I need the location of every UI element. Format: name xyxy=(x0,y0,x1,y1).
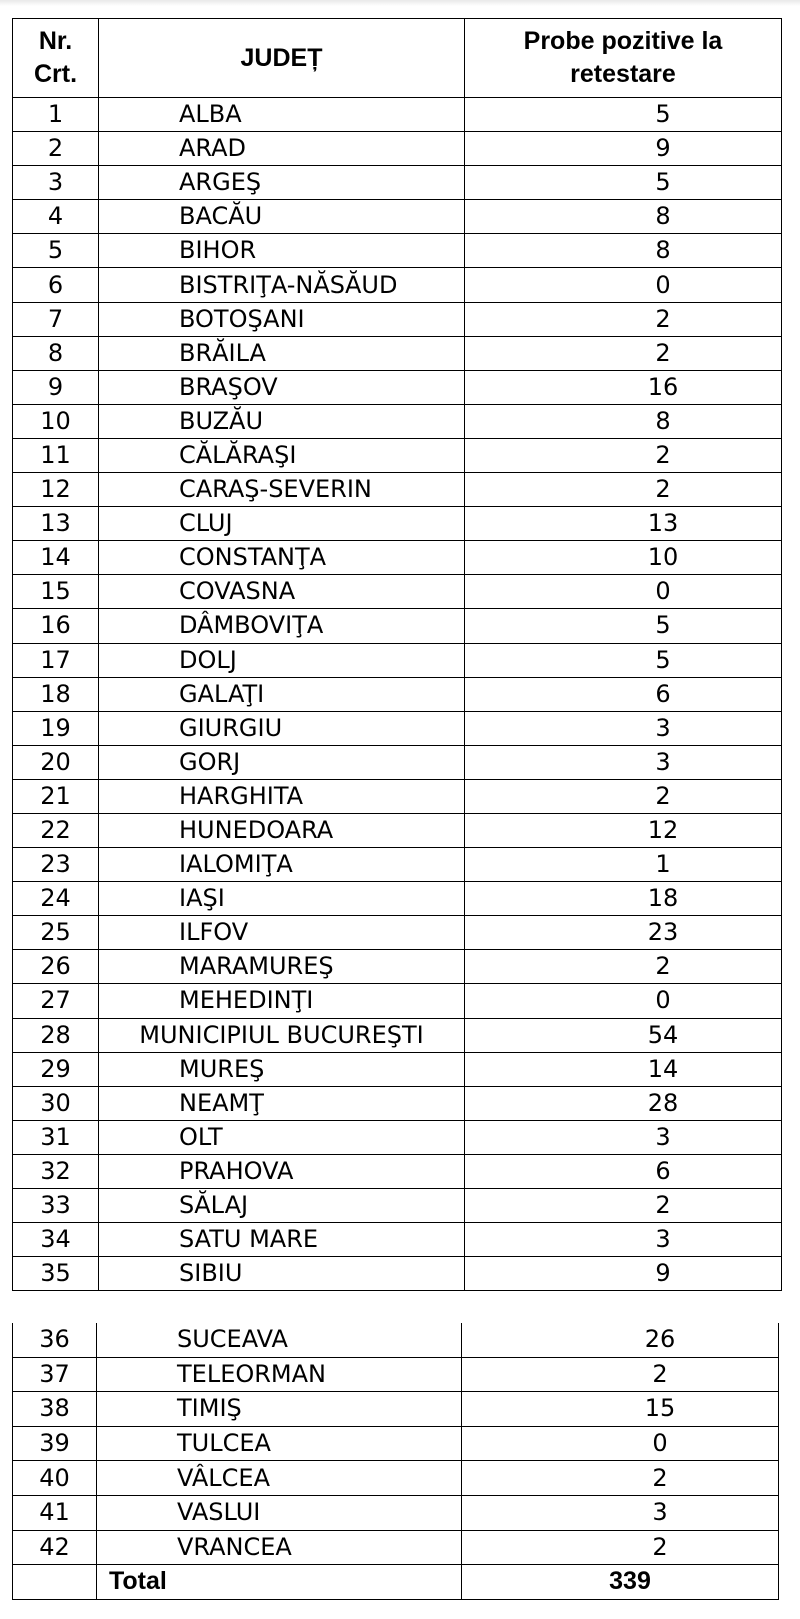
header-nr: Nr. xyxy=(38,27,73,55)
row-judet: NEAMŢ xyxy=(99,1086,465,1120)
table-row xyxy=(13,916,782,950)
row-judet: IAŞI xyxy=(99,882,465,916)
row-nr: 41 xyxy=(13,1495,97,1530)
total-nr-cell xyxy=(13,1565,97,1600)
row-judet: DÂMBOVIŢA xyxy=(99,609,465,643)
row-value: 10 xyxy=(465,541,782,575)
table-row xyxy=(13,711,782,745)
row-judet: COVASNA xyxy=(99,575,465,609)
row-judet: TIMIŞ xyxy=(97,1392,462,1427)
row-nr: 10 xyxy=(13,404,99,438)
table-row xyxy=(13,609,782,643)
row-nr: 1 xyxy=(13,98,99,132)
row-value: 2 xyxy=(465,473,782,507)
table-row xyxy=(13,1495,779,1530)
row-value: 8 xyxy=(465,234,782,268)
table-row xyxy=(13,1189,782,1223)
row-value: 3 xyxy=(465,1120,782,1154)
row-judet: TELEORMAN xyxy=(97,1357,462,1392)
row-nr: 25 xyxy=(13,916,99,950)
row-judet: GALAŢI xyxy=(99,677,465,711)
table-row xyxy=(13,1257,782,1291)
row-nr: 42 xyxy=(13,1530,97,1565)
table-row xyxy=(13,1018,782,1052)
row-value: 54 xyxy=(465,1018,782,1052)
row-judet: VRANCEA xyxy=(97,1530,462,1565)
row-nr: 15 xyxy=(13,575,99,609)
table-row xyxy=(13,1426,779,1461)
row-nr: 4 xyxy=(13,200,99,234)
table-row xyxy=(13,473,782,507)
row-nr: 38 xyxy=(13,1392,97,1427)
row-value: 2 xyxy=(465,302,782,336)
table-row xyxy=(13,745,782,779)
row-nr: 5 xyxy=(13,234,99,268)
table-row xyxy=(13,1120,782,1154)
row-value: 15 xyxy=(462,1392,779,1427)
row-judet: PRAHOVA xyxy=(99,1154,465,1188)
row-value: 2 xyxy=(462,1461,779,1496)
row-nr: 3 xyxy=(13,166,99,200)
row-nr: 21 xyxy=(13,779,99,813)
table-row xyxy=(13,404,782,438)
table-row xyxy=(13,200,782,234)
row-value: 5 xyxy=(465,643,782,677)
row-nr: 19 xyxy=(13,711,99,745)
row-judet: BRAŞOV xyxy=(99,370,465,404)
row-judet: ARGEŞ xyxy=(99,166,465,200)
row-nr: 26 xyxy=(13,950,99,984)
table-row xyxy=(13,779,782,813)
row-nr: 30 xyxy=(13,1086,99,1120)
row-value: 3 xyxy=(465,745,782,779)
table-row xyxy=(13,541,782,575)
row-value: 3 xyxy=(465,1223,782,1257)
row-value: 5 xyxy=(465,98,782,132)
row-value: 14 xyxy=(465,1052,782,1086)
table-row xyxy=(13,1052,782,1086)
total-value: 339 xyxy=(462,1565,779,1600)
row-nr: 34 xyxy=(13,1223,99,1257)
table-row xyxy=(13,268,782,302)
row-nr: 39 xyxy=(13,1426,97,1461)
row-judet: DOLJ xyxy=(99,643,465,677)
row-value: 2 xyxy=(465,779,782,813)
row-nr: 16 xyxy=(13,609,99,643)
row-nr: 2 xyxy=(13,132,99,166)
table-row xyxy=(13,950,782,984)
row-judet: BACĂU xyxy=(99,200,465,234)
table-row xyxy=(13,1461,779,1496)
row-judet: MEHEDINŢI xyxy=(99,984,465,1018)
row-judet: ARAD xyxy=(99,132,465,166)
row-nr: 35 xyxy=(13,1257,99,1291)
row-judet: HUNEDOARA xyxy=(99,813,465,847)
row-judet: HARGHITA xyxy=(99,779,465,813)
table-row xyxy=(13,336,782,370)
table-row xyxy=(13,1392,779,1427)
row-value: 0 xyxy=(465,268,782,302)
row-value: 2 xyxy=(462,1530,779,1565)
row-nr: 24 xyxy=(13,882,99,916)
row-nr: 22 xyxy=(13,813,99,847)
table-row xyxy=(13,1357,779,1392)
row-nr: 40 xyxy=(13,1461,97,1496)
county-table-part2 xyxy=(12,1323,779,1600)
row-value: 0 xyxy=(462,1426,779,1461)
row-judet: CĂLĂRAŞI xyxy=(99,438,465,472)
row-judet: GIURGIU xyxy=(99,711,465,745)
row-nr: 7 xyxy=(13,302,99,336)
row-nr: 37 xyxy=(13,1357,97,1392)
row-value: 16 xyxy=(465,370,782,404)
row-value: 2 xyxy=(465,950,782,984)
row-judet: BIHOR xyxy=(99,234,465,268)
row-value: 3 xyxy=(465,711,782,745)
row-judet: ILFOV xyxy=(99,916,465,950)
header-probe-line1: Probe pozitive la xyxy=(523,27,723,55)
row-judet: SATU MARE xyxy=(99,1223,465,1257)
row-nr: 32 xyxy=(13,1154,99,1188)
row-judet: VASLUI xyxy=(97,1495,462,1530)
row-value: 26 xyxy=(462,1323,779,1357)
row-judet: ALBA xyxy=(99,98,465,132)
row-judet: BISTRIŢA-NĂSĂUD xyxy=(99,268,465,302)
table-row xyxy=(13,1154,782,1188)
header-nr-crt xyxy=(13,19,99,98)
row-value: 5 xyxy=(465,609,782,643)
row-nr: 33 xyxy=(13,1189,99,1223)
row-value: 8 xyxy=(465,404,782,438)
table-row xyxy=(13,882,782,916)
row-judet: CONSTANŢA xyxy=(99,541,465,575)
header-judet: JUDEȚ xyxy=(99,19,465,98)
row-value: 18 xyxy=(465,882,782,916)
row-value: 6 xyxy=(465,677,782,711)
row-judet: MUREŞ xyxy=(99,1052,465,1086)
row-judet: SĂLAJ xyxy=(99,1189,465,1223)
row-value: 5 xyxy=(465,166,782,200)
row-value: 12 xyxy=(465,813,782,847)
row-value: 1 xyxy=(465,848,782,882)
row-value: 2 xyxy=(465,1189,782,1223)
row-nr: 14 xyxy=(13,541,99,575)
header-crt: Crt. xyxy=(33,60,78,88)
table-row xyxy=(13,1323,779,1357)
table-row xyxy=(13,813,782,847)
table-row xyxy=(13,984,782,1018)
row-value: 6 xyxy=(465,1154,782,1188)
row-value: 2 xyxy=(462,1357,779,1392)
row-value: 0 xyxy=(465,575,782,609)
row-nr: 12 xyxy=(13,473,99,507)
row-judet: BRĂILA xyxy=(99,336,465,370)
row-judet: MUNICIPIUL BUCUREŞTI xyxy=(99,1018,465,1052)
row-judet: CLUJ xyxy=(99,507,465,541)
top-shadow xyxy=(0,0,800,6)
row-value: 2 xyxy=(465,336,782,370)
table-row xyxy=(13,166,782,200)
row-judet: VÂLCEA xyxy=(97,1461,462,1496)
row-value: 3 xyxy=(462,1495,779,1530)
row-value: 9 xyxy=(465,132,782,166)
row-nr: 8 xyxy=(13,336,99,370)
table-row xyxy=(13,677,782,711)
table-row xyxy=(13,302,782,336)
county-table-part1 xyxy=(12,18,782,1291)
row-judet: CARAŞ-SEVERIN xyxy=(99,473,465,507)
row-judet: TULCEA xyxy=(97,1426,462,1461)
row-nr: 27 xyxy=(13,984,99,1018)
total-label: Total xyxy=(97,1565,462,1600)
table-row xyxy=(13,643,782,677)
table-header-row xyxy=(13,19,782,98)
row-nr: 31 xyxy=(13,1120,99,1154)
row-value: 13 xyxy=(465,507,782,541)
row-judet: IALOMIŢA xyxy=(99,848,465,882)
row-nr: 18 xyxy=(13,677,99,711)
table-row xyxy=(13,1086,782,1120)
row-nr: 23 xyxy=(13,848,99,882)
row-judet: BOTOŞANI xyxy=(99,302,465,336)
row-nr: 20 xyxy=(13,745,99,779)
row-nr: 9 xyxy=(13,370,99,404)
row-value: 23 xyxy=(465,916,782,950)
row-nr: 36 xyxy=(13,1323,97,1357)
row-judet: OLT xyxy=(99,1120,465,1154)
table-row xyxy=(13,438,782,472)
total-row xyxy=(13,1565,779,1600)
row-nr: 11 xyxy=(13,438,99,472)
row-judet: GORJ xyxy=(99,745,465,779)
row-value: 0 xyxy=(465,984,782,1018)
header-probe-line2: retestare xyxy=(570,60,676,88)
table-row xyxy=(13,1530,779,1565)
row-judet: SUCEAVA xyxy=(97,1323,462,1357)
row-value: 9 xyxy=(465,1257,782,1291)
row-value: 28 xyxy=(465,1086,782,1120)
table-row xyxy=(13,507,782,541)
row-nr: 13 xyxy=(13,507,99,541)
row-value: 2 xyxy=(465,438,782,472)
table-row xyxy=(13,575,782,609)
table-row xyxy=(13,234,782,268)
row-value: 8 xyxy=(465,200,782,234)
row-nr: 17 xyxy=(13,643,99,677)
row-judet: MARAMUREŞ xyxy=(99,950,465,984)
header-probe xyxy=(465,19,782,98)
row-nr: 6 xyxy=(13,268,99,302)
table-row xyxy=(13,132,782,166)
table-row xyxy=(13,1223,782,1257)
row-judet: SIBIU xyxy=(99,1257,465,1291)
table-row xyxy=(13,848,782,882)
row-nr: 28 xyxy=(13,1018,99,1052)
row-judet: BUZĂU xyxy=(99,404,465,438)
row-nr: 29 xyxy=(13,1052,99,1086)
table-row xyxy=(13,98,782,132)
table-row xyxy=(13,370,782,404)
